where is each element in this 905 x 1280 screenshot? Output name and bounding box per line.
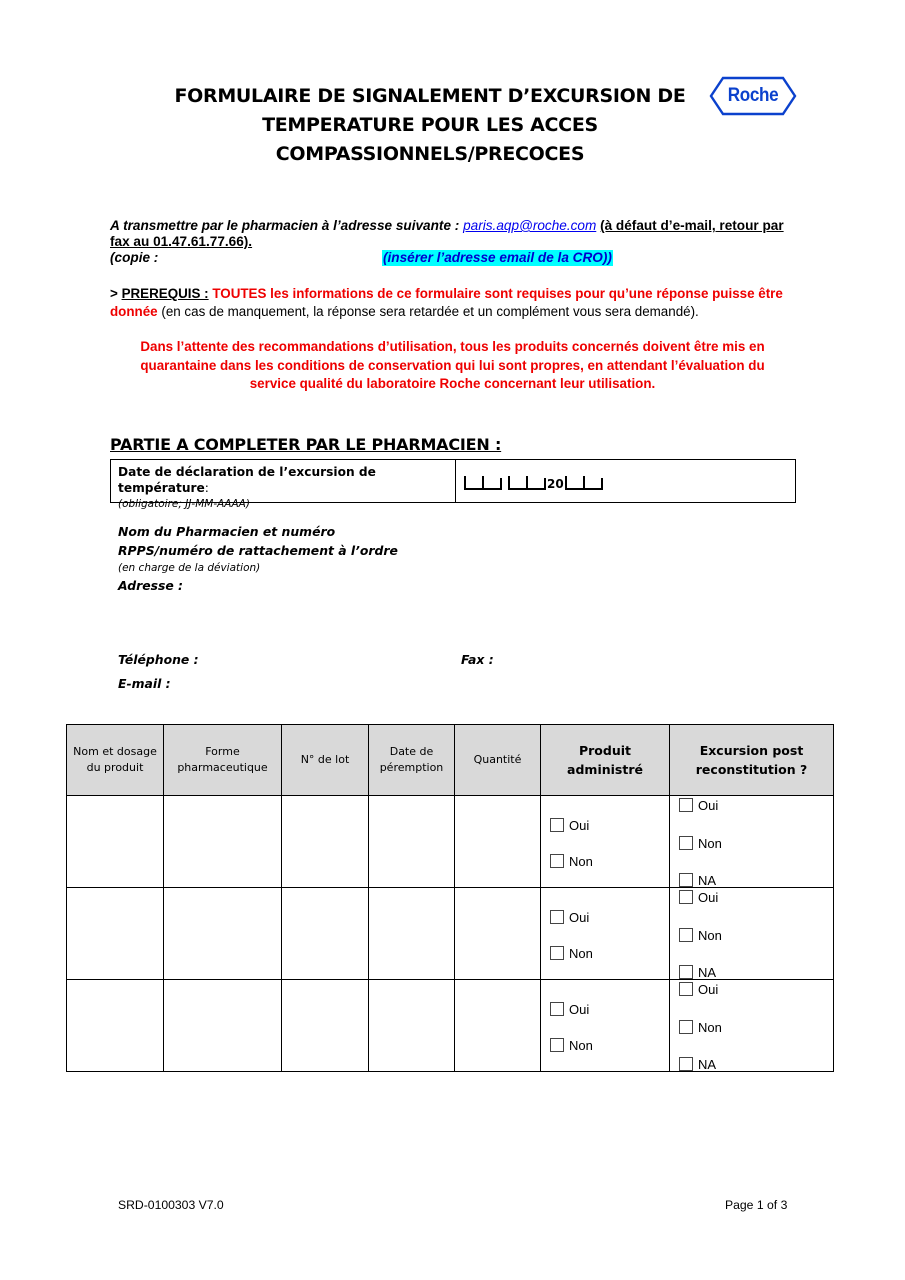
header-pharma-form: Forme pharmaceutique: [164, 725, 282, 796]
administered-option[interactable]: [550, 945, 593, 961]
address-label: Adresse :: [118, 578, 184, 593]
checkbox-label: Oui: [569, 817, 590, 833]
cell-pharma-form[interactable]: [164, 888, 282, 980]
administered-option[interactable]: [550, 1001, 589, 1017]
checkbox[interactable]: [550, 818, 564, 832]
header-product-name: Nom et dosage du produit: [67, 725, 164, 796]
administered-option[interactable]: [550, 853, 593, 869]
cell-lot-number[interactable]: [282, 980, 369, 1072]
cell-quantity[interactable]: [455, 888, 541, 980]
year-digit-slot[interactable]: [583, 476, 601, 490]
transmit-prefix: A transmettre par le pharmacien à l’adresse suivante :: [110, 218, 460, 233]
document-id: SRD-0100303 V7.0: [118, 1198, 224, 1212]
checkbox[interactable]: [679, 982, 693, 996]
year-digit-slot[interactable]: [565, 476, 583, 490]
checkbox[interactable]: [550, 854, 564, 868]
checkbox[interactable]: [679, 798, 693, 812]
checkbox[interactable]: [679, 1057, 693, 1071]
email-label: E-mail :: [118, 676, 171, 691]
fax-note: (à défaut d’e-mail, retour par fax au 01.47.61.77.66).: [110, 218, 784, 249]
reconstitution-option[interactable]: [679, 1019, 722, 1035]
cell-pharma-form[interactable]: [164, 796, 282, 888]
header-administered: Produit administré: [541, 725, 670, 796]
header-quantity: Quantité: [455, 725, 541, 796]
administered-option[interactable]: [550, 909, 589, 925]
checkbox-label: Oui: [569, 1001, 590, 1017]
checkbox-label: Non: [698, 927, 722, 943]
form-title-line: COMPASSIONNELS/PRECOCES: [275, 143, 585, 165]
prerequisites: [110, 285, 800, 321]
header-lot-number: N° de lot: [282, 725, 369, 796]
checkbox[interactable]: [550, 1002, 564, 1016]
email-link[interactable]: paris.aqp@roche.com: [463, 218, 597, 233]
cell-administered: [541, 796, 670, 888]
prereq-required-text: TOUTES les informations de ce formulaire sont requises pour qu’une réponse puisse être donnée: [110, 286, 783, 319]
administered-option[interactable]: [550, 1037, 593, 1053]
cell-lot-number[interactable]: [282, 888, 369, 980]
logo-text: Roche: [727, 85, 779, 106]
header-reconstitution: Excursion post reconstitution ?: [670, 725, 834, 796]
section-title: PARTIE A COMPLETER PAR LE PHARMACIEN :: [110, 435, 502, 454]
date-input-cell[interactable]: [456, 460, 795, 502]
cell-product-name[interactable]: [67, 796, 164, 888]
date-input-field[interactable]: [464, 472, 603, 490]
date-label: Date de déclaration de l’excursion de température:: [118, 465, 376, 495]
cell-reconstitution: [670, 796, 834, 888]
prereq-arrow: >: [110, 286, 118, 301]
cell-administered: [541, 980, 670, 1072]
cell-reconstitution: [670, 980, 834, 1072]
page-number: Page 1 of 3: [725, 1198, 788, 1212]
form-title-line: FORMULAIRE DE SIGNALEMENT D’EXCURSION DE: [174, 85, 686, 107]
checkbox[interactable]: [679, 873, 693, 887]
reconstitution-option[interactable]: [679, 981, 718, 997]
cell-expiry-date[interactable]: [369, 980, 455, 1072]
checkbox-label: Oui: [698, 797, 719, 813]
products-table: [66, 724, 834, 1072]
reconstitution-option[interactable]: [679, 835, 722, 851]
reconstitution-option[interactable]: [679, 872, 716, 888]
table-row: [67, 980, 834, 1072]
table-header-row: [67, 725, 834, 796]
cell-quantity[interactable]: [455, 796, 541, 888]
checkbox[interactable]: [679, 928, 693, 942]
form-title: [150, 82, 710, 169]
checkbox[interactable]: [679, 836, 693, 850]
checkbox-label: Non: [698, 835, 722, 851]
cell-expiry-date[interactable]: [369, 888, 455, 980]
reconstitution-option[interactable]: [679, 797, 718, 813]
table-row: [67, 888, 834, 980]
checkbox[interactable]: [679, 890, 693, 904]
cell-lot-number[interactable]: [282, 796, 369, 888]
pharmacist-name-label: Nom du Pharmacien et numéro: [118, 524, 336, 539]
cell-product-name[interactable]: [67, 888, 164, 980]
cro-email-placeholder: (insérer l’adresse email de la CRO)): [383, 250, 612, 265]
checkbox-label: Oui: [698, 889, 719, 905]
pharmacist-info: [118, 522, 398, 595]
table-row: [67, 796, 834, 888]
cell-pharma-form[interactable]: [164, 980, 282, 1072]
date-label-cell: [111, 460, 456, 510]
declaration-date-box: [110, 459, 796, 510]
checkbox-label: NA: [698, 964, 717, 980]
checkbox-label: Non: [569, 853, 593, 869]
year-prefix: 20: [547, 477, 564, 491]
checkbox[interactable]: [679, 965, 693, 979]
pharmacist-rpps-label: RPPS/numéro de rattachement à l’ordre: [118, 543, 398, 558]
checkbox-label: Non: [698, 1019, 722, 1035]
cell-quantity[interactable]: [455, 980, 541, 1072]
quarantine-warning: Dans l’attente des recommandations d’utilisation, tous les produits concernés doivent être mis en quarantaine dans les conditions de conservation qui lui sont propres, en attendant l’évaluation du service qualité du laboratoire Roche concernant leur utilisation.: [140, 339, 765, 391]
date-hint: (obligatoire; JJ-MM-AAAA): [118, 498, 250, 510]
month-digit-slot[interactable]: [508, 476, 526, 490]
cell-administered: [541, 888, 670, 980]
reconstitution-option[interactable]: [679, 889, 718, 905]
reconstitution-option[interactable]: [679, 1056, 716, 1072]
day-digit-slot[interactable]: [464, 476, 482, 490]
day-digit-slot[interactable]: [482, 476, 500, 490]
month-digit-slot[interactable]: [526, 476, 544, 490]
fax-label: Fax :: [461, 652, 494, 667]
checkbox-label: Oui: [698, 981, 719, 997]
roche-logo: [709, 76, 797, 116]
pharmacist-sub-label: (en charge de la déviation): [118, 562, 261, 574]
checkbox[interactable]: [550, 1038, 564, 1052]
checkbox-label: Non: [569, 945, 593, 961]
prereq-label: PREREQUIS :: [121, 286, 209, 301]
copie-label: (copie :: [110, 250, 159, 265]
transmit-instructions: [110, 218, 790, 250]
form-title-line: TEMPERATURE POUR LES ACCES: [262, 114, 598, 136]
checkbox[interactable]: [679, 1020, 693, 1034]
reconstitution-option[interactable]: [679, 927, 722, 943]
header-expiry-date: Date de péremption: [369, 725, 455, 796]
cell-product-name[interactable]: [67, 980, 164, 1072]
prereq-note: (en cas de manquement, la réponse sera retardée et un complément vous sera demandé).: [161, 304, 699, 319]
checkbox[interactable]: [550, 910, 564, 924]
phone-label: Téléphone :: [118, 652, 199, 667]
checkbox-label: Non: [569, 1037, 593, 1053]
checkbox-label: NA: [698, 1056, 717, 1072]
cell-reconstitution: [670, 888, 834, 980]
administered-option[interactable]: [550, 817, 589, 833]
checkbox-label: NA: [698, 872, 717, 888]
reconstitution-option[interactable]: [679, 964, 716, 980]
cell-expiry-date[interactable]: [369, 796, 455, 888]
checkbox-label: Oui: [569, 909, 590, 925]
checkbox[interactable]: [550, 946, 564, 960]
